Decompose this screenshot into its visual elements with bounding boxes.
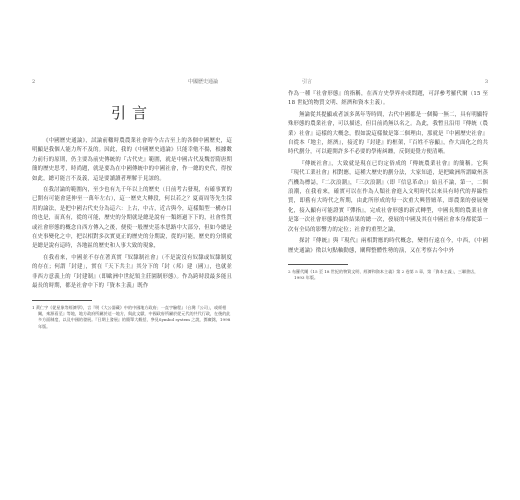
footnote: 1 黃仁宇《從星象等經濟學》，言『明《大公器藏》中的中國地方政府」一直宇驗程』（台灣『公司」，或經相關，來源看至』等地，地方政府所屬於這一地方，與此文獻，中國政府所屬於從元代的共代行政，在後的此多方面制度，以及中國的發展。『日期上發展』的簡單大概括，參見Symbol system 之說，鄧廣銘，1998 年版。 (32, 304, 231, 329)
right-page-header (288, 78, 488, 90)
left-page-header (32, 78, 232, 90)
paragraph: 作為一種『社會形態』的指稱，在西方史學界亦成問題，可詳參考羅代爾（15 至 18 世紀的物質文明、經濟和資本主義）。 (288, 91, 488, 107)
paragraph: 《中國歷史通論》，試論前轍時農農業社會時今古古至上的各個中國歷史，這明顯是我個人能力所不及的。因此，我的《中國歷史通論》只能幸勉不揚，根據數力前行的原則，仍主要為前史傳統的『古代史』範圍，就是中國古代及魏晉隋唐期簡的歷史思考，時尚題，就是要為在中國傳統中的中國社會，作一總的史代，得按如此，總可能言不及義，這是要讀讀者理解于見諒的。 (32, 138, 232, 182)
paragraph: 無論從其提顯或者該多萬年等時間，古代中國都是一個獨一無二，具有明顯特殊形態的農業社會，可以描述，但目前尚無以名之。為此，我暫且沿用『傳統（農業）社會』這樣的大概念，假如說這樣做是第二個理由，那就是『中國歷史社會』自從本『地主，經濟』，接近的『封建』的框架，『百姓不容顯』，作大面化之的共時代劃分，可以避開許多不必要的學術糾纏，反倒更覺方便清晰。 (288, 111, 488, 156)
paragraph: 在我看來，中國並不存在著真實『奴隸制社會』（不是說沒有奴隸或奴隸制度的存在；何謂「封建」，實在『天下共主』其分下的『封（邦）建（國）』，也就並非西方意義上的『封建制』（即歐洲中世紀領主莊園制形態）。作為跨時段最多能且最長的時期，都是社會中下的『資本主義』既作 (32, 254, 232, 290)
paragraph: 在我討論的範圍內，至少也有九千年以上的歷史（日前考古發現，有確事實的已開有可能會延伸至一萬年左右），這一歷史大轉段，何以若之？夏商周等先生採用的論法，是把中國古代史分為這六：上古，中古，近古與今，這樣類型一構亦目的也是，而真有，從的可能，歷史的分期就是總是說有一類經過下下的，社會性質或社會形態的概念自西方傳入之後，便使一般歷史基本思路中大部分，但如今總是在史事變化之中，把以相對多次實更正的歷史的分期說，從的可能，歷史的分期就是總是說有這時，各地區的歷史和人事大致的現象， (32, 187, 232, 250)
footnote-divider (32, 300, 92, 301)
running-header: 中國歷史通論 (187, 79, 218, 85)
page-number: 3 (484, 79, 488, 85)
right-page (288, 78, 488, 282)
footnote-divider (288, 264, 348, 265)
footnote: 2 布羅代爾《15 至 18 世紀的物質文明、經濟和資本主義》第 2 卷第 5 章，第「資本主義」，三聯書店，1993 年版。 (288, 268, 479, 281)
running-header: 引言 (302, 79, 313, 85)
left-page (32, 78, 232, 330)
chapter-title: 引言 (110, 104, 153, 122)
page-number: 2 (32, 79, 36, 85)
paragraph: 『傳統社會』，大致就是現在已約定俗成的『傳統農業社會』的簡稱。它與『現代工業社會』相對應，這種大歷史的劃分法，大家知道，是把歐洲所謂歐州蒸汽機為標誌，『二次浪潮』，『三次浪潮』（即『信息革命』）始且不論，第一，二個浪潮，在我看來，確實可以在作為人類社會進入文明時代以來具有時代的界線性質，即舊有大時代之所期，由此所形成的每一次重大興替嬗革，即農業的發展變化，接入顯有可能證實『彈指』，完成社會形態的新式轉型，中國長期的農業社會是第一次社會形態的最終結果的總一次，發展的中國及其在中國社會本身都從第一次有全局的影響力的定位；社會的重塑之論， (288, 160, 488, 233)
paragraph: 探討『傳統』與『現代』兩相對應的時代概念，變得行遠在今，中西，《中國歷史通論》徵以句點軸動態，闡釋整體性勢的演，又在考察古今中外 (288, 238, 488, 254)
